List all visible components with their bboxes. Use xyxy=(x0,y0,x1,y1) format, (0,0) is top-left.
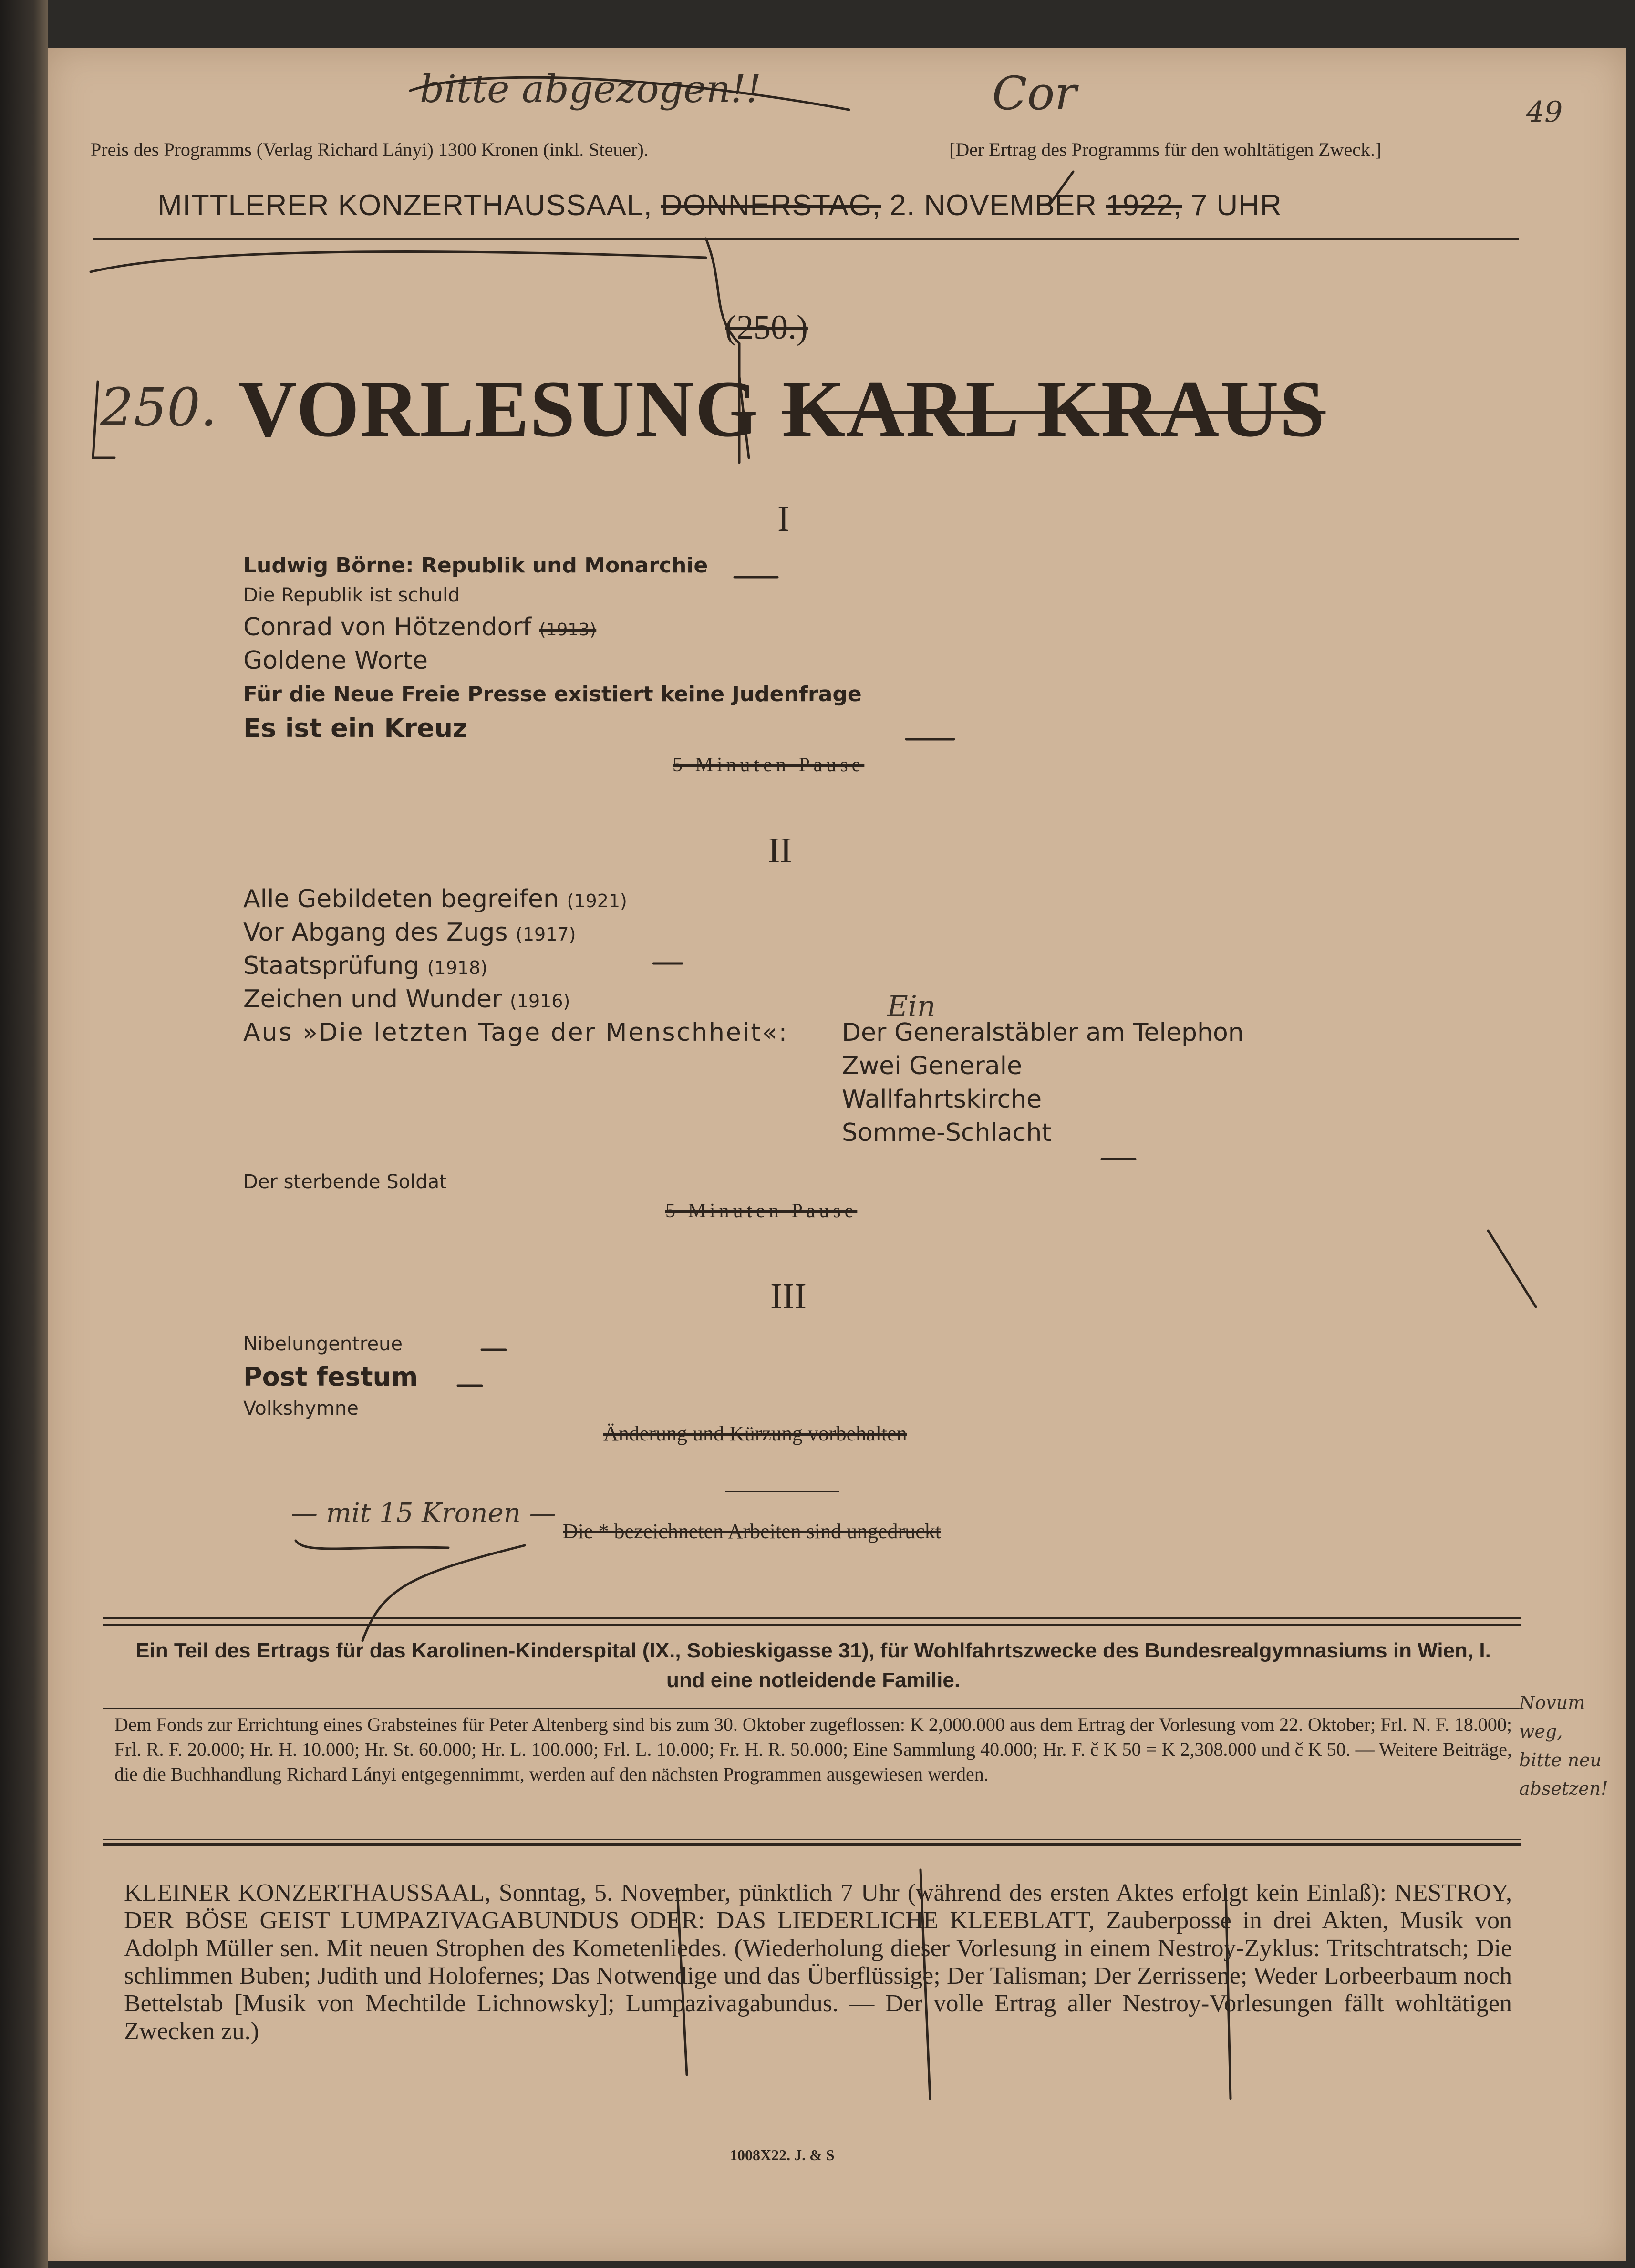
section-numeral-2: II xyxy=(768,830,792,870)
pencil-stroke xyxy=(706,238,739,463)
pencil-stroke xyxy=(362,1545,525,1641)
program-item-year: (1921) xyxy=(567,891,627,911)
venue-hall: MITTLERER KONZERTHAUSSAAL, xyxy=(157,189,652,222)
pencil-stroke xyxy=(1488,1231,1536,1307)
pause-note: 5 Minuten Pause xyxy=(665,1200,858,1222)
handwritten-number: 250. xyxy=(100,377,217,438)
price-line: Preis des Programms (Verlag Richard Lányi) 1300 Kronen (inkl. Steuer). xyxy=(91,139,649,160)
pencil-stroke xyxy=(677,1889,687,2075)
scene-item: Wallfahrtskirche xyxy=(842,1085,1042,1114)
program-item-title: Zeichen und Wunder xyxy=(243,985,502,1014)
program-item-title: Conrad von Hötzendorf xyxy=(243,613,531,642)
scene-title: Der Generalstäbler am Telephon xyxy=(842,1018,1244,1047)
handwritten-note-cor: Cor xyxy=(992,67,1077,120)
kleiner-announcement: KLEINER KONZERTHAUSSAAL, Sonntag, 5. November, pünktlich 7 Uhr (während des ersten Aktes erfolgt kein Einlaß): NESTROY, DER BÖSE GEIST LUMPAZIVAGABUNDUS ODER: DAS LIEDERLICHE KLEEBLATT, Zauberposse in drei Akten, Musik von Adolph Müller sen. Mit neuen Strophen des Kometenliedes. (Wiederholung dieser Vorlesung in einem Nestroy-Zyklus: Tritschtratsch; Die schlimmen Buben; Judith und Holofernes; Das Notwendige und das Überflüssige; Der Talisman; Der Zerrissene; Weder Lorbeerbaum noch Bettelstab [Musik von Mechtilde Lichnowsky]; Lumpazivagabundus. — Der volle Ertrag aller Nestroy-Vorlesungen fällt wohltätigen Zwecken zu.) xyxy=(124,1879,1512,2045)
program-item-year: (1916) xyxy=(509,991,570,1012)
program-item: Ludwig Börne: Republik und Monarchie xyxy=(243,553,708,578)
scene-item: Zwei Generale xyxy=(842,1052,1023,1080)
printed-number: (250.) xyxy=(725,308,808,346)
program-item: Für die Neue Freie Presse existiert keine Judenfrage xyxy=(243,682,862,706)
printer-mark: 1008X22. J. & S xyxy=(730,2146,835,2164)
section-numeral-1: I xyxy=(777,499,790,539)
page-number: 49 xyxy=(1526,95,1563,129)
venue-time: 7 UHR xyxy=(1190,189,1282,222)
altenberg-fund-box: Dem Fonds zur Errichtung eines Grabsteines für Peter Altenberg sind bis zum 30. Oktober zugeflossen: K 2,000.000 aus dem Ertrag der Vorlesung vom 22. Oktober; Frl. N. F. 18.000; Frl. R. F. 20.000; Hr. H. 10.000; Hr. St. 60.000; Hr. L. 100.000; Frl. L. 10.000; Fr. H. R. 50.000; Eine Sammlung 40.000; Hr. F. č K 50 = K 2,308.000 und č K 50. — Weitere Beiträge, die die Buchhandlung Richard Lányi entgegennimmt, werden auf den nächsten Programmen ausgewiesen werden. xyxy=(114,1714,1512,1785)
program-item-title: Staatsprüfung xyxy=(243,952,420,980)
venue-day: DONNERSTAG, xyxy=(661,189,881,222)
pause-note: 5 Minuten Pause xyxy=(673,754,865,776)
handwritten-note-bottom: — mit 15 Kronen — xyxy=(291,1498,556,1529)
program-item-title: Alle Gebildeten begreifen xyxy=(243,885,559,913)
venue-year: 1922, xyxy=(1106,189,1182,222)
pencil-marks xyxy=(48,48,1626,2261)
program-item-year: (1918) xyxy=(427,957,488,978)
venue-date: 2. NOVEMBER xyxy=(890,189,1097,222)
program-item: Es ist ein Kreuz xyxy=(243,713,468,743)
program-item: Der sterbende Soldat xyxy=(243,1171,447,1193)
pencil-stroke xyxy=(91,252,706,272)
pencil-stroke xyxy=(296,1541,448,1549)
handwritten-note-top: bitte abgezogen!! xyxy=(420,67,762,111)
unprinted-note: Die * bezeichneten Arbeiten sind ungedruckt xyxy=(563,1520,941,1543)
program-item: Goldene Worte xyxy=(243,646,428,675)
pencil-stroke xyxy=(410,77,849,110)
book-spine-edge xyxy=(0,0,48,2268)
pencil-stroke xyxy=(1226,1889,1231,2099)
program-item: Aus »Die letzten Tage der Menschheit«: xyxy=(243,1018,789,1047)
pencil-stroke xyxy=(1049,172,1073,205)
program-item: Post festum xyxy=(243,1362,418,1392)
changes-note: Änderung und Kürzung vorbehalten xyxy=(603,1422,907,1445)
program-item-title: Vor Abgang des Zugs xyxy=(243,918,508,947)
program-item-year: (1917) xyxy=(516,924,576,945)
title-author: KARL KRAUS xyxy=(782,364,1326,454)
section-numeral-3: III xyxy=(770,1276,807,1316)
scene-item: Somme-Schlacht xyxy=(842,1118,1052,1147)
program-item: Nibelungentreue xyxy=(243,1333,403,1355)
pencil-bracket-left xyxy=(93,382,114,458)
handwritten-note-right: Novum weg, bitte neu absetzen! xyxy=(1519,1692,1608,1799)
title-reading: VORLESUNG xyxy=(238,364,759,454)
charity-notice: Ein Teil des Ertrags für das Karolinen-Kinderspital (IX., Sobieskigasse 31), für Wohlfahrtszwecke des Bundesrealgymnasiums in Wien, I. und eine notleidende Familie. xyxy=(135,1639,1491,1692)
program-item: Die Republik ist schuld xyxy=(243,584,460,606)
pencil-stroke xyxy=(739,377,749,458)
handwritten-correction: Ein xyxy=(887,990,936,1023)
pencil-stroke xyxy=(921,1870,930,2099)
program-item: Volkshymne xyxy=(243,1398,359,1419)
document-page xyxy=(48,48,1626,2261)
program-item-year: (1913) xyxy=(539,620,597,640)
proceeds-line: [Der Ertrag des Programms für den wohltätigen Zweck.] xyxy=(949,139,1382,160)
